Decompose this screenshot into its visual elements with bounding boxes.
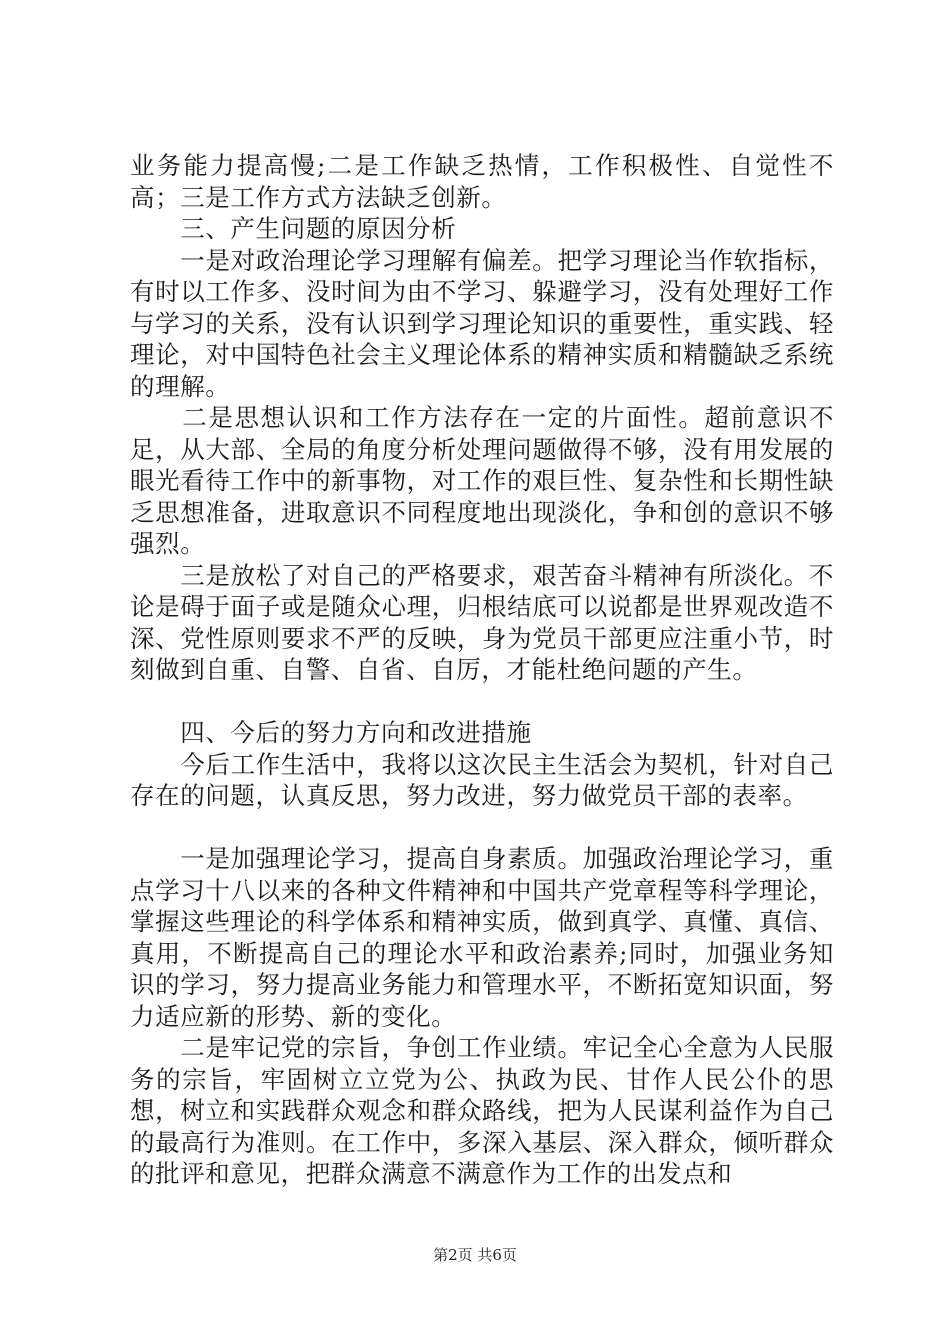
paragraph: 一是对政治理论学习理解有偏差。把学习理论当作软指标，有时以工作多、没时间为由不学习、躲避学习，没有处理好工作与学习的关系，没有认识到学习理论知识的重要性，重实践、轻理论，对中国特色社会主义理论体系的精神实质和精髓缺乏系统的理解。 — [130, 245, 834, 401]
section-heading: 三、产生问题的原因分析 — [130, 214, 457, 243]
paragraph: 今后工作生活中，我将以这次民主生活会为契机，针对自己存在的问题，认真反思，努力改进，努力做党员干部的表率。 — [130, 749, 834, 810]
page-footer: 第2页 共6页 — [433, 1246, 517, 1264]
paragraph: 业务能力提高慢;二是工作缺乏热情，工作积极性、自觉性不高；三是工作方式方法缺乏创新。 — [130, 151, 834, 212]
paragraph: 三是放松了对自己的严格要求，艰苦奋斗精神有所淡化。不论是碍于面子或是随众心理，归根结底可以说都是世界观改造不深、党性原则要求不严的反映，身为党员干部更应注重小节，时刻做到自重、自警、自省、自厉，才能杜绝问题的产生。 — [130, 560, 834, 684]
paragraph: 二是思想认识和工作方法存在一定的片面性。超前意识不足，从大部、全局的角度分析处理问题做得不够，没有用发展的眼光看待工作中的新事物，对工作的艰巨性、复杂性和长期性缺乏思想准备，进取意识不同程度地出现淡化，争和创的意识不够强烈。 — [130, 403, 834, 558]
document-body — [130, 150, 834, 1190]
paragraph: 二是牢记党的宗旨，争创工作业绩。牢记全心全意为人民服务的宗旨，牢固树立立党为公、执政为民、甘作人民公仆的思想，树立和实践群众观念和群众路线，把为人民谋利益作为自己的最高行为准则。在工作中，多深入基层、深入群众，倾听群众的批评和意见，把群众满意不满意作为工作的出发点和 — [130, 1033, 834, 1188]
paragraph-gap — [130, 812, 834, 844]
paragraph: 一是加强理论学习，提高自身素质。加强政治理论学习，重点学习十八以来的各种文件精神和中国共产党章程等科学理论，掌握这些理论的科学体系和精神实质，做到真学、真懂、真信、真用，不断提高自己的理论水平和政治素养;同时，加强业务知识的学习，努力提高业务能力和管理水平，不断拓宽知识面，努力适应新的形势、新的变化。 — [130, 844, 834, 1031]
section-heading: 四、今后的努力方向和改进措施 — [130, 718, 532, 747]
paragraph-gap — [130, 686, 834, 718]
